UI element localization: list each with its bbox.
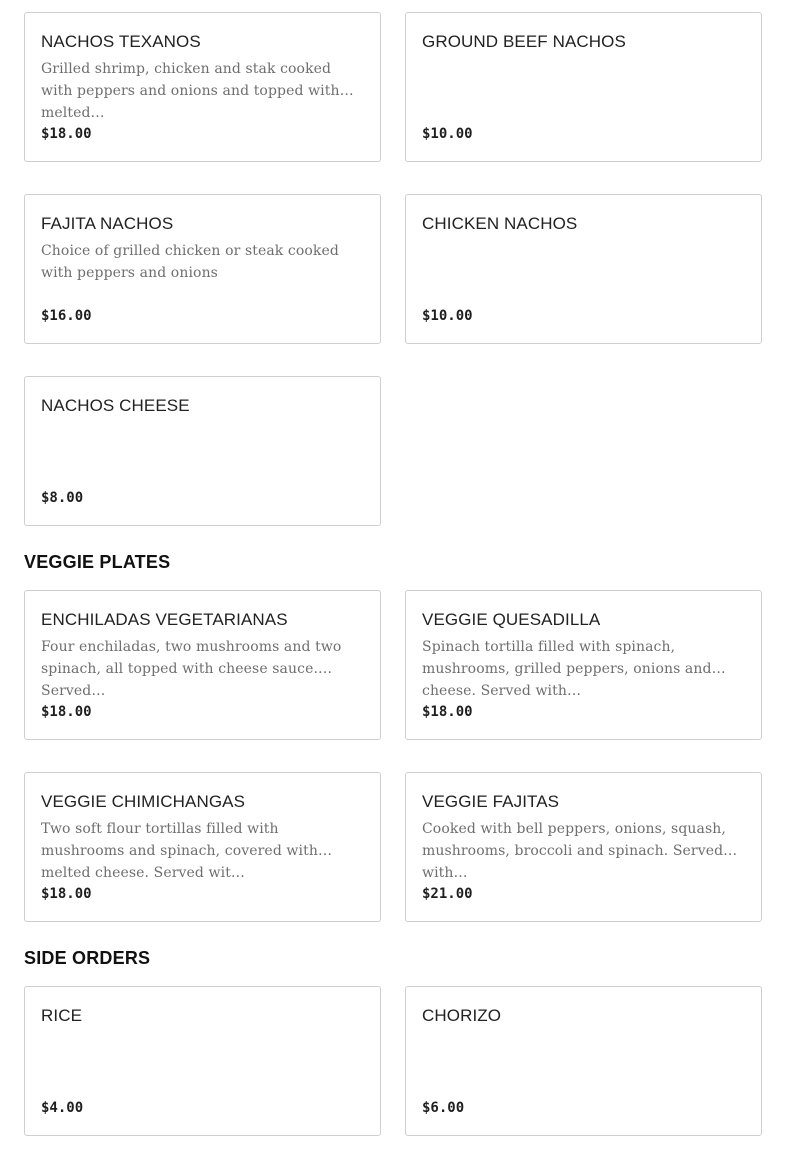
menu-item-card[interactable]	[405, 194, 762, 344]
menu-item-card[interactable]	[405, 772, 762, 922]
item-name: NACHOS TEXANOS	[41, 32, 201, 51]
item-description: Four enchiladas, two mushrooms and two spinach, all topped with cheese sauce. Served…	[41, 639, 342, 699]
menu-item-card[interactable]	[24, 772, 381, 922]
section-title-veggie-plates: VEGGIE PLATES	[24, 552, 171, 572]
item-price: $10.00	[422, 308, 473, 324]
menu-item-card[interactable]	[24, 376, 381, 526]
item-price: $16.00	[41, 308, 92, 324]
item-price: $4.00	[41, 1100, 84, 1116]
item-name: NACHOS CHEESE	[41, 396, 190, 415]
item-name: ENCHILADAS VEGETARIANAS	[41, 610, 288, 629]
item-description: Spinach tortilla filled with spinach, mushrooms, grilled peppers, onions and cheese. Served with…	[422, 639, 712, 699]
item-price: $6.00	[422, 1100, 465, 1116]
item-price: $18.00	[422, 704, 473, 720]
item-price: $10.00	[422, 126, 473, 142]
menu-item-card[interactable]	[405, 12, 762, 162]
menu-item-card[interactable]	[24, 12, 381, 162]
item-name: CHORIZO	[422, 1006, 502, 1025]
item-price: $18.00	[41, 886, 92, 902]
menu-item-card[interactable]	[24, 590, 381, 740]
item-price: $18.00	[41, 126, 92, 142]
section-title-side-orders: SIDE ORDERS	[24, 948, 151, 968]
item-price: $18.00	[41, 704, 92, 720]
item-name: VEGGIE FAJITAS	[422, 792, 560, 811]
item-description: Choice of grilled chicken or steak cooked with peppers and onions	[41, 243, 339, 281]
item-name: RICE	[41, 1006, 83, 1025]
item-description: Grilled shrimp, chicken and stak cooked with peppers and onions and topped with melted…	[41, 61, 340, 121]
item-name: VEGGIE CHIMICHANGAS	[41, 792, 246, 811]
item-description: Two soft flour tortillas filled with mushrooms and spinach, covered with melted cheese. Served wit…	[41, 821, 318, 881]
menu-item-card[interactable]	[405, 986, 762, 1136]
item-name: GROUND BEEF NACHOS	[422, 32, 626, 51]
item-name: VEGGIE QUESADILLA	[422, 610, 601, 629]
menu-item-card[interactable]	[24, 986, 381, 1136]
item-price: $21.00	[422, 886, 473, 902]
menu-item-card[interactable]	[24, 194, 381, 344]
item-name: FAJITA NACHOS	[41, 214, 174, 233]
item-name: CHICKEN NACHOS	[422, 214, 578, 233]
menu-item-card[interactable]	[405, 590, 762, 740]
item-description: Cooked with bell peppers, onions, squash, mushrooms, broccoli and spinach. Served with…	[422, 821, 726, 881]
item-price: $8.00	[41, 490, 84, 506]
